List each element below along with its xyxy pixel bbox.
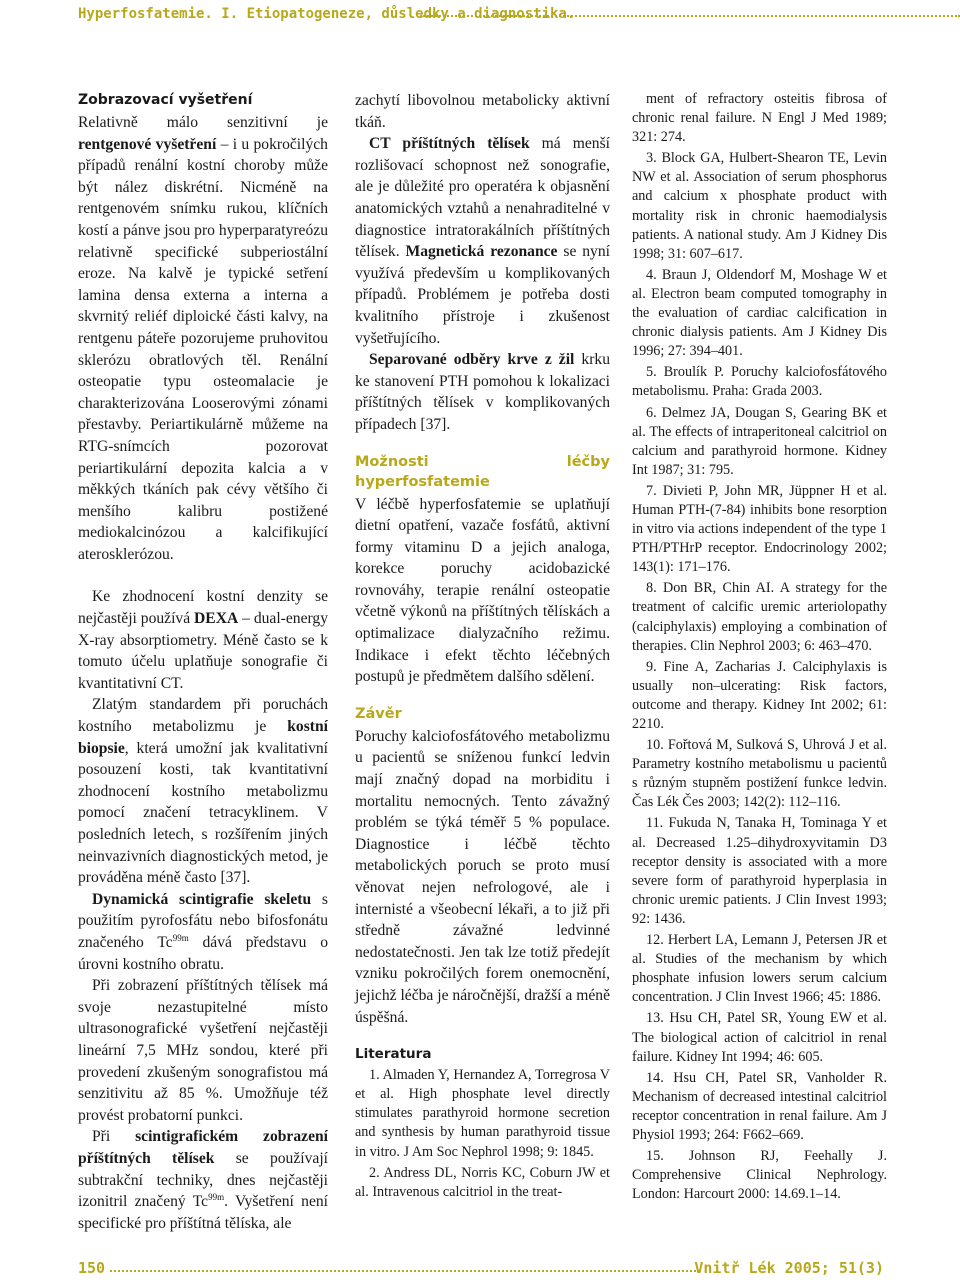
text-run: se nyní využívá především u komplikovaných případů. Problémem je potřeba dosti kvalitního přístroje i zkušenost vyšetřujícího. <box>355 243 610 347</box>
column-3 <box>632 90 887 1204</box>
text-run: , která umožní jak kvalitativní posouzení kosti, tak kvantitativní zhodnocení kostního metabolizmu pomocí značení tetracyklinem. V posledních letech, s rozšířením jiných neinvazivních diagnostických metod, je prováděna méně často [37]. <box>78 739 328 887</box>
text-run: krku ke stanovení PTH pomohou k lokalizaci příštítných tělísek v komplikovaných případech [37]. <box>355 351 610 433</box>
page-number: 150 <box>78 1259 106 1277</box>
paragraph-parathyroid-scintigraphy <box>78 1126 328 1234</box>
paragraph-ultrasound <box>78 975 328 1126</box>
section-heading-imaging: Zobrazovací vyšetření <box>78 92 253 108</box>
paragraph-conclusion: Poruchy kalciofosfátového metabolizmu u pacientů se sníženou funkcí ledvin mají značný dopad na morbiditu i mortalitu nemocných. Tento závažný problém se týká téměř 5 % populace. Diagnostice i léčbě těchto metabolických poruch se proto musí věnovat nejen nefrologové, ale i internisté a všeobecní lékaři, a to již při středně závažné ledvinné nedostatečnosti. Jen tak lze totiž předejít vzniku pokročilých forem onemocnění, jejichž léčba je náročnější, dražší a méně úspěšná. <box>355 727 610 1026</box>
running-header <box>0 0 960 30</box>
text-run: Zlatým standardem při poruchách kostního metabolizmu je <box>78 696 328 736</box>
bold-term: scintigrafickém zobrazení příštítných tělísek <box>78 1128 328 1167</box>
reference-item: 15. Johnson RJ, Feehally J. Comprehensive Clinical Nephrology. London: Harcourt 2000: 14.69.1–14. <box>632 1148 887 1203</box>
section-heading-conclusion: Závěr <box>355 705 402 722</box>
text-run: má menší rozlišovací schopnost než sonografie, ale je důležité pro operatéra k objasnění anatomických vztahů a nenahraditelné v diagnostice intratorakálních příštítných tělísek. <box>355 135 610 261</box>
paragraph-dexa <box>78 586 328 694</box>
reference-item: 14. Hsu CH, Patel SR, Vanholder R. Mechanism of decreased intestinal calcitriol receptor concentration in renal failure. Am J Physiol 1993; 264: F662–669. <box>632 1069 887 1143</box>
bold-term: kostní biopsie <box>78 718 328 757</box>
paragraph-xray <box>78 112 328 565</box>
reference-item: 3. Block GA, Hulbert-Shearon TE, Levin NW et al. Association of serum phosphorus and calcium x phosphate product with mortality risk in chronic haemodialysis patients. A national study. Am J Kidney Dis 1998; 31: 607–617. <box>632 150 887 262</box>
reference-item: 1. Almaden Y, Hernandez A, Torregrosa V et al. High phosphate level directly stimulates parathyroid hormone secretion and synthesis by human parathyroid tissue in vitro. J Am Soc Nephrol 1998; 9: 1845. <box>355 1067 610 1160</box>
paragraph-scintigraphy <box>78 889 328 975</box>
reference-list-part-2 <box>632 90 887 1204</box>
reference-item: 10. Fořtová M, Sulková S, Uhrová J et al. Parametry kostního metabolismu u pacientů s různým stupněm postižení funkce ledvin. Čas Lék Čes 2003; 142(2): 112–116. <box>632 737 887 811</box>
journal-citation: Vnitř Lék 2005; 51(3) <box>694 1259 884 1277</box>
bold-term: CT příštítných tělísek <box>369 135 530 153</box>
paragraph-treatment: V léčbě hyperfosfatemie se uplatňují dietní opatření, vazače fosfátů, aktivní formy vitaminu D a jejich analoga, korekce poruchy acidobazické rovnováhy, terapie renální osteopatie včetně výkonů na příštítných tělískách a optimalizace dialyzačního režimu. Indikace i efekt těchto léčebných postupů je předmětem dalšího sdělení. <box>355 495 610 686</box>
text-run: Při zobrazení příštítných tělísek má svoje nezastupitelné místo ultrasonografické vyšetření nejčastěji lineární 7,5 MHz sondou, které při provedení zkušeným sonografistou má senzitivitu až 85 %. Umožňuje též provést probatorní punkci. <box>78 977 328 1124</box>
reference-list-part-1 <box>355 1066 610 1202</box>
bold-term: DEXA <box>194 610 239 628</box>
column-2 <box>355 90 610 1202</box>
text-run: Relativně málo senzitivní je <box>78 114 328 131</box>
text-run: – dual-energy X-ray absorptiometry. Méně často se k tomuto účelu uplatňuje sonografie či kvantitativní CT. <box>78 610 329 692</box>
reference-item: 13. Hsu CH, Patel SR, Young EW et al. The biological action of calcitriol in renal failure. Kidney Int 1994; 46: 605. <box>632 1010 887 1065</box>
text-run: Ke zhodnocení kostní denzity se nejčastěji používá <box>78 588 328 628</box>
reference-item: 8. Don BR, Chin AI. A strategy for the treatment of calcific uremic arteriolopathy (calciphylaxis) employing a combination of therapies. Clin Nephrol 2003; 6: 463–470. <box>632 580 887 654</box>
bold-term: Separované odběry krve z žil <box>369 351 575 369</box>
reference-item: ment of refractory osteitis fibrosa of chronic renal failure. N Engl J Med 1989; 321: 274. <box>632 91 887 146</box>
bold-term: Dynamická scintigrafie skeletu <box>92 890 312 908</box>
paragraph-venous-sampling <box>355 349 610 435</box>
superscript: 99m <box>172 932 189 943</box>
header-dotted-rule <box>420 15 960 17</box>
section-heading-literature: Literatura <box>355 1046 432 1063</box>
paragraph-biopsy <box>78 694 328 888</box>
paragraph-continued: zachytí libovolnou metabolicky aktivní tkáň. <box>355 92 610 131</box>
text-run: – i u pokročilých případů renální kostní choroby může být nález diskrétní. Nicméně na rentgenovém snímku rukou, klíčních kostí a pánve jsou pro hyperparatyreózu relativně specifické subperiostální eroze. Na kalvě je typické setření lamina densa externa a interna a skvrnitý reliéf diploické části kalvy, na rentgenu páteře pozorujeme pruhovitou sklerózu obratlových těl. Renální osteopatie typu osteomalacie je charakterizována Looserovými zónami přestavby. Periartikulárně můžeme na RTG-snímcích pozorovat periartikulární depozita kalcia a v měkkých tkáních pak cévy většího či menšího kalibru postižené mediokalcinózou a kalcifikující aterosklerózou. <box>78 135 328 563</box>
reference-item: 5. Broulík P. Poruchy kalciofosfátového metabolismu. Praha: Grada 2003. <box>632 364 887 400</box>
footer-dotted-rule <box>110 1270 700 1272</box>
superscript: 99m <box>208 1191 225 1202</box>
reference-item: 4. Braun J, Oldendorf M, Moshage W et al. Electron beam computed tomography in the evaluation of cardiac calcification in chronic dialysis patients. Am J Kidney Dis 1996; 27: 394–401. <box>632 266 887 360</box>
running-header-title: Hyperfosfatemie. I. Etiopatogeneze, důsledky a diagnostika. <box>78 6 576 22</box>
reference-item: 7. Divieti P, John MR, Jüppner H et al. Human PTH-(7-84) inhibits bone resorption in vitro via actions independent of the type 1 PTH/PTHrP receptor. Endocrinology 2002; 143(1): 171–176. <box>632 482 887 576</box>
section-heading-treatment: Možnosti léčby hyperfosfatemie <box>355 453 610 490</box>
text-run: s použitím pyrofosfátu nebo bifosfonátu značeného Tc <box>78 890 328 951</box>
reference-item: 12. Herbert LA, Lemann J, Petersen JR et al. Studies of the mechanism by which phosphate infusion lowers serum calcium concentration. J Clin Invest 1966; 45: 1886. <box>632 932 887 1006</box>
reference-item: 2. Andress DL, Norris KC, Coburn JW et al. Intravenous calcitriol in the treat- <box>355 1164 610 1200</box>
text-run: dává představu o úrovni kostního obratu. <box>78 933 328 973</box>
column-1 <box>78 90 328 1234</box>
text-run: Při <box>92 1128 136 1146</box>
text-run: . Vyšetření není specifické pro příštítná tělíska, ale <box>78 1193 328 1232</box>
bold-term: Magnetická rezonance <box>405 243 558 261</box>
page-footer <box>0 1245 960 1283</box>
reference-item: 11. Fukuda N, Tanaka H, Tominaga Y et al. Decreased 1.25–dihydroxyvitamin D3 receptor density is associated with a more severe form of parathyroid hyperplasia in chronic uremic patients. J Clin Invest 1993; 92: 1436. <box>632 815 887 927</box>
paragraph-ct <box>355 133 610 349</box>
bold-term: rentgenové vyšetření <box>78 135 217 153</box>
reference-item: 9. Fine A, Zacharias J. Calciphylaxis is usually non–ulcerating: Risk factors, outcome and therapy. Kidney Int 2002; 61: 2210. <box>632 658 887 732</box>
reference-item: 6. Delmez JA, Dougan S, Gearing BK et al. The effects of intraperitoneal calcitriol on calcium and parathyroid hormone. Kidney Int 1987; 31: 795. <box>632 404 887 478</box>
text-run: se používají subtrakční techniky, dnes nejčastěji izonitril značený Tc <box>78 1149 328 1211</box>
